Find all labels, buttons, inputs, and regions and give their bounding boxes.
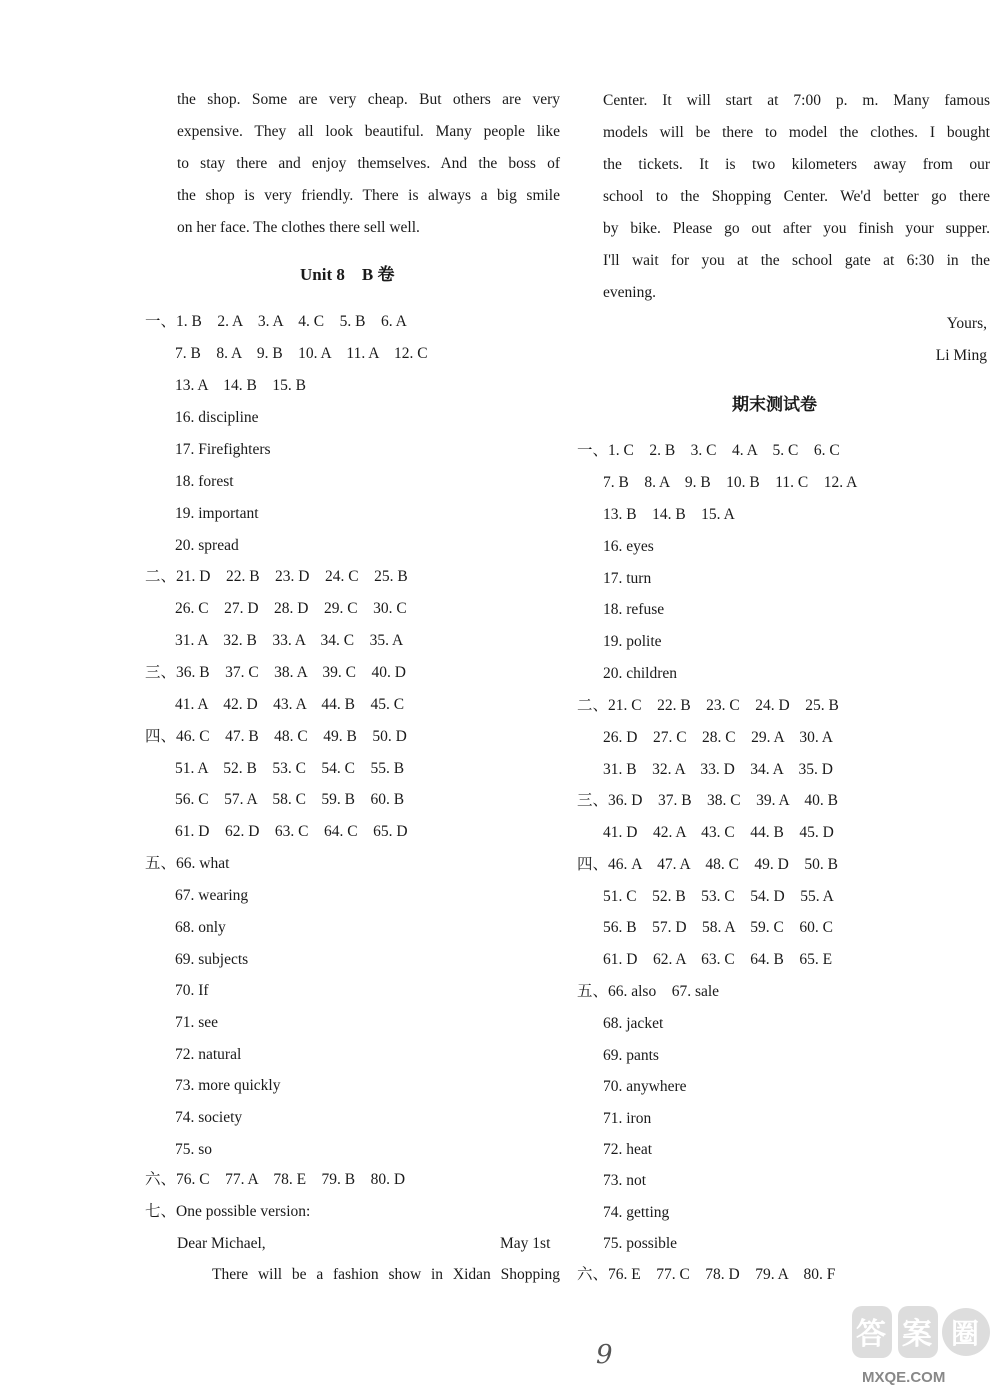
letter-line: evening. xyxy=(603,284,656,301)
answer-row: 51. C 52. B 53. C 54. D 55. A xyxy=(603,888,834,905)
letter-line: There will be a fashion show in Xidan Shopping xyxy=(212,1266,560,1283)
answer-row: 26. C 27. D 28. D 29. C 30. C xyxy=(175,600,407,617)
answer-row: 五、66. also 67. sale xyxy=(577,983,720,1000)
answer-row: 19. polite xyxy=(603,633,662,650)
answer-row: 六、76. E 77. C 78. D 79. A 80. F xyxy=(577,1266,836,1283)
answer-row: 13. A 14. B 15. B xyxy=(175,377,306,394)
answer-row: 三、36. D 37. B 38. C 39. A 40. B xyxy=(577,792,838,809)
answer-row: 7. B 8. A 9. B 10. B 11. C 12. A xyxy=(603,474,858,491)
answer-row: 二、21. D 22. B 23. D 24. C 25. B xyxy=(145,568,408,585)
answer-row: 61. D 62. D 63. C 64. C 65. D xyxy=(175,823,408,840)
answer-row: 六、76. C 77. A 78. E 79. B 80. D xyxy=(145,1171,406,1188)
answer-row: 51. A 52. B 53. C 54. C 55. B xyxy=(175,760,405,777)
answer-row: 68. only xyxy=(175,919,226,936)
svg-text:案: 案 xyxy=(902,1317,932,1352)
letter-line: models will be there to model the clothes. I bought xyxy=(603,124,990,141)
letter-closing: Yours, xyxy=(946,315,987,332)
watermark-logo xyxy=(848,1300,994,1388)
answer-row: 41. D 42. A 43. C 44. B 45. D xyxy=(603,824,834,841)
answer-row: 20. children xyxy=(603,665,678,682)
section-heading-final-exam: 期末测试卷 xyxy=(732,395,817,414)
answer-row: 13. B 14. B 15. A xyxy=(603,506,735,523)
page-number: 9 xyxy=(596,1340,613,1370)
answer-row: 56. C 57. A 58. C 59. B 60. B xyxy=(175,791,405,808)
answer-row: 72. natural xyxy=(175,1046,242,1063)
answer-row: 26. D 27. C 28. C 29. A 30. A xyxy=(603,729,833,746)
answer-row: 五、66. what xyxy=(145,855,230,872)
svg-text:答: 答 xyxy=(856,1317,886,1352)
answer-row: 19. important xyxy=(175,505,259,522)
answer-row: 一、1. B 2. A 3. A 4. C 5. B 6. A xyxy=(145,313,407,330)
answer-row: 四、46. C 47. B 48. C 49. B 50. D xyxy=(145,728,407,745)
answer-row: 73. not xyxy=(603,1172,647,1189)
answer-row: 18. refuse xyxy=(603,601,665,618)
answer-row: 四、46. A 47. A 48. C 49. D 50. B xyxy=(577,856,838,873)
intro-line: the shop. Some are very cheap. But others are very xyxy=(177,91,560,108)
answer-row: 68. jacket xyxy=(603,1015,664,1032)
letter-line: by bike. Please go out after you finish your supper. xyxy=(603,220,990,237)
answer-row: 75. possible xyxy=(603,1235,678,1252)
answer-row: 三、36. B 37. C 38. A 39. C 40. D xyxy=(145,664,406,681)
answer-row: 69. pants xyxy=(603,1047,659,1064)
watermark-icon xyxy=(848,1300,994,1388)
intro-line: the shop is very friendly. There is always a big smile xyxy=(177,187,560,204)
answer-row: 17. Firefighters xyxy=(175,441,271,458)
answer-row: 72. heat xyxy=(603,1141,653,1158)
answer-row: 71. iron xyxy=(603,1110,652,1127)
answer-row: 16. discipline xyxy=(175,409,259,426)
letter-line: Center. It will start at 7:00 p. m. Many famous xyxy=(603,92,990,109)
answer-row: 20. spread xyxy=(175,537,239,554)
answer-row: 31. A 32. B 33. A 34. C 35. A xyxy=(175,632,404,649)
intro-line: to stay there and enjoy themselves. And the boss of xyxy=(177,155,560,172)
intro-line: expensive. They all look beautiful. Many people like xyxy=(177,123,560,140)
watermark-site: MXQE.COM xyxy=(862,1369,946,1386)
intro-line: on her face. The clothes there sell well. xyxy=(177,219,420,236)
answer-row: 31. B 32. A 33. D 34. A 35. D xyxy=(603,761,833,778)
answer-row: 70. If xyxy=(175,982,209,999)
answer-row: 七、One possible version: xyxy=(145,1203,311,1220)
answer-row: 71. see xyxy=(175,1014,219,1031)
answer-row: 70. anywhere xyxy=(603,1078,687,1095)
letter-date: May 1st xyxy=(500,1235,551,1252)
answer-row: 61. D 62. A 63. C 64. B 65. E xyxy=(603,951,833,968)
answer-row: 16. eyes xyxy=(603,538,654,555)
answer-row: 75. so xyxy=(175,1141,213,1158)
answer-row: 73. more quickly xyxy=(175,1077,281,1094)
answer-row: 74. getting xyxy=(603,1204,670,1221)
letter-salutation: Dear Michael, xyxy=(177,1235,266,1252)
letter-signature: Li Ming xyxy=(935,347,987,364)
answer-row: 二、21. C 22. B 23. C 24. D 25. B xyxy=(577,697,839,714)
svg-text:圈: 圈 xyxy=(951,1317,980,1350)
answer-row: 17. turn xyxy=(603,570,652,587)
section-heading-unit8: Unit 8 B 卷 xyxy=(300,265,395,284)
answer-row: 74. society xyxy=(175,1109,243,1126)
answer-row: 一、1. C 2. B 3. C 4. A 5. C 6. C xyxy=(577,442,840,459)
answer-row: 56. B 57. D 58. A 59. C 60. C xyxy=(603,919,833,936)
answer-row: 7. B 8. A 9. B 10. A 11. A 12. C xyxy=(175,345,428,362)
letter-line: the tickets. It is two kilometers away from our xyxy=(603,156,990,173)
letter-line: school to the Shopping Center. We'd better go there xyxy=(603,188,990,205)
answer-row: 67. wearing xyxy=(175,887,249,904)
answer-row: 69. subjects xyxy=(175,951,249,968)
answer-row: 41. A 42. D 43. A 44. B 45. C xyxy=(175,696,405,713)
letter-line: I'll wait for you at the school gate at 6:30 in the xyxy=(603,252,990,269)
answer-row: 18. forest xyxy=(175,473,234,490)
